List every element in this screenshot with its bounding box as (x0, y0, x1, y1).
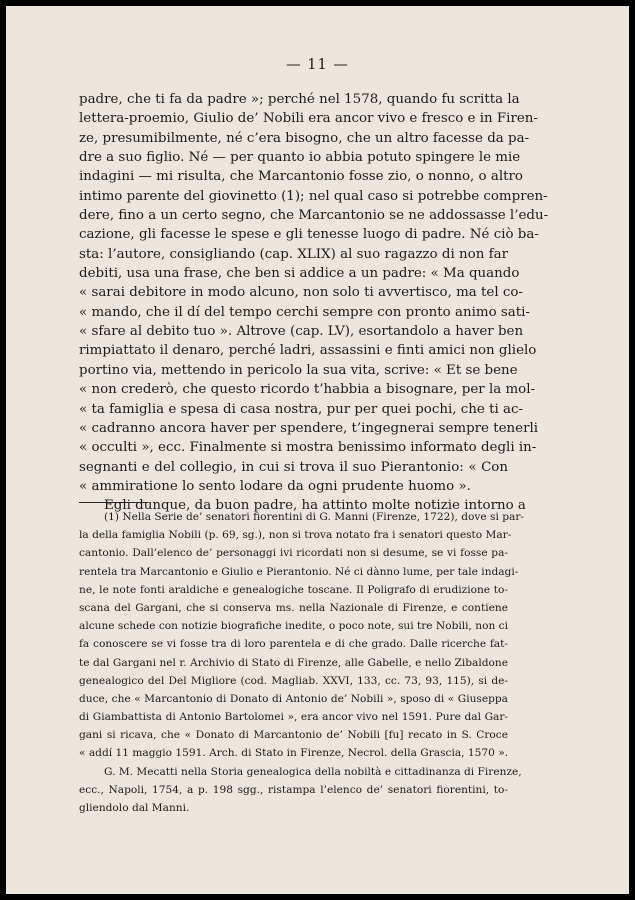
footnote-block (79, 508, 524, 817)
text-line: « ta famiglia e spesa di casa nostra, pur per quei pochi, che ti ac- (79, 401, 524, 417)
book-page (6, 6, 629, 894)
footnote-line: « addí 11 maggio 1591. Arch. di Stato in Firenze, Necrol. della Grascia, 1570 ». (79, 747, 509, 760)
text-line: dere, fino a un certo segno, che Marcantonio se ne addossasse l’edu- (79, 208, 549, 224)
text-line: dre a suo figlio. Né — per quanto io abbia potuto spingere le mie (79, 150, 521, 166)
footnote-line: genealogico del Del Migliore (cod. Magliab. XXVI, 133, cc. 73, 93, 115), si de- (79, 674, 508, 687)
text-line: Egli dunque, da buon padre, ha attinto molte notizie intorno a (104, 498, 526, 514)
text-line: « ammiratione lo sento lodare da ogni prudente huomo ». (79, 478, 471, 494)
text-line: padre, che ti fa da padre »; perché nel 1578, quando fu scritta la (79, 92, 520, 107)
footnote-line: te dal Gargani nel r. Archivio di Stato di Firenze, alle Gabelle, e nello Zibaldone (79, 656, 508, 669)
footnote-line: duce, che « Marcantonio di Donato di Antonio de’ Nobili », sposo di « Giuseppa (79, 692, 508, 705)
text-line: « non crederò, che questo ricordo t’habbia a bisognare, per la mol- (79, 382, 536, 398)
footnote-line: gliendolo dal Manni. (79, 802, 190, 814)
footnote-line: cantonio. Dall’elenco de’ personaggi ivi ricordati non si desume, se vi fosse pa- (79, 547, 508, 560)
footnote-divider (79, 502, 148, 503)
footnote-line: G. M. Mecatti nella Storia genealogica della nobiltà e cittadinanza di Firenze, (104, 765, 522, 778)
footnote-line: ecc., Napoli, 1754, a p. 198 sgg., ristampa l’elenco de’ senatori fiorentini, to- (79, 783, 508, 796)
text-line: intimo parente del giovinetto (1); nel qual caso si potrebbe compren- (79, 188, 548, 204)
footnote-line: gani si ricava, che « Donato di Marcantonio de’ Nobili [fu] recato in S. Croce (79, 729, 508, 742)
text-line: indagini — mi risulta, che Marcantonio fosse zio, o nonno, o altro (79, 169, 523, 185)
footnote-line: (1) Nella Serie de’ senatori fiorentini di G. Manni (Firenze, 1722), dove si par- (104, 511, 524, 523)
footnote-line: scana del Gargani, che si conserva ms. nella Nazionale di Firenze, e contiene (79, 601, 508, 614)
text-line: segnanti e del collegio, in cui si trova il suo Pierantonio: « Con (79, 459, 508, 475)
text-line: « sarai debitore in modo alcuno, non solo ti avvertisco, ma tel co- (79, 285, 523, 301)
text-line: « mando, che il dí del tempo cerchi sempre con pronto animo sati- (79, 304, 530, 320)
page-number: — 11 — (286, 57, 349, 73)
text-line: « sfare al debito tuo ». Altrove (cap. LV), esortandolo a haver ben (79, 324, 524, 340)
text-line: cazione, gli facesse le spese e gli tenesse luogo di padre. Né ciò ba- (79, 227, 539, 243)
text-line: « occulti », ecc. Finalmente si mostra benissimo informato degli in- (79, 440, 537, 456)
footnote-line: rentela tra Marcantonio e Giulio e Pierantonio. Né ci dànno lume, per tale indagi- (79, 565, 519, 578)
body-text (79, 90, 549, 516)
footnote-line: di Giambattista di Antonio Bartolomei », era ancor vivo nel 1591. Pure dal Gar- (79, 711, 508, 724)
footnote-line: la della famiglia Nobili (p. 69, sg.), non si trova notato fra i senatori questo Mar- (79, 529, 512, 542)
text-line: lettera-proemio, Giulio de’ Nobili era ancor vivo e fresco e in Firen- (79, 111, 538, 127)
text-line: rimpiattato il denaro, perché ladri, assassini e finti amici non glielo (79, 343, 537, 359)
text-line: debiti, usa una frase, che ben si addice a un padre: « Ma quando (79, 266, 520, 282)
text-line: « cadranno ancora haver per spendere, t’ingegnerai sempre tenerli (79, 420, 539, 436)
footnote-line: alcune schede con notizie biografiche inedite, o poco note, sui tre Nobili, non ci (79, 620, 508, 633)
text-line: portino via, mettendo in pericolo la sua vita, scrive: « Et se bene (79, 362, 518, 378)
footnote-line: ne, le note fonti araldiche e genealogiche toscane. Il Poligrafo di erudizione to- (79, 583, 508, 596)
text-line: sta: l’autore, consigliando (cap. XLIX) al suo ragazzo di non far (79, 246, 508, 262)
footnote-line: fa conoscere se vi fosse tra di loro parentela e di che grado. Dalle ricerche fat- (79, 638, 508, 651)
text-line: ze, presumibilmente, né c’era bisogno, che un altro facesse da pa- (79, 130, 530, 146)
